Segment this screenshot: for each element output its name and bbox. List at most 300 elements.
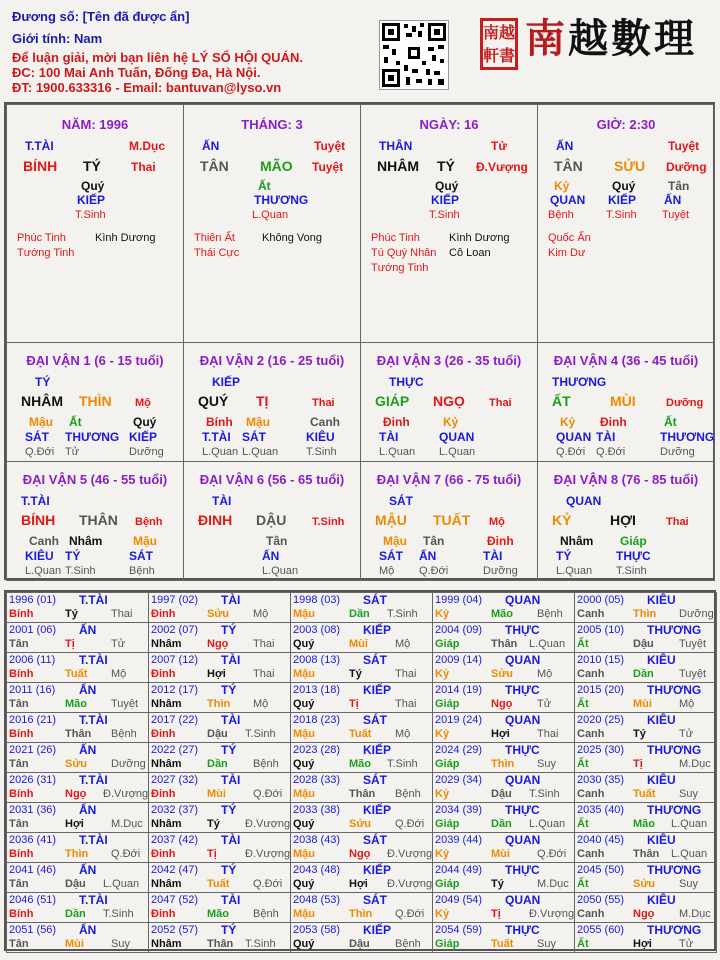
annual-year-cell[interactable] <box>148 802 291 833</box>
annual-year-cell[interactable] <box>574 832 717 863</box>
annual-stage: Thai <box>395 698 417 710</box>
annual-year-cell[interactable] <box>290 892 433 923</box>
annual-branch: Tị <box>207 848 217 860</box>
annual-year-cell[interactable] <box>574 592 717 623</box>
hidden-stem: Quý <box>133 415 157 429</box>
annual-stem: Giáp <box>435 758 460 770</box>
annual-stage: Tử <box>679 728 694 740</box>
annual-year-cell[interactable] <box>432 802 575 833</box>
hidden-stem: Đinh <box>600 415 627 429</box>
hidden-stage: T.Sinh <box>75 209 106 221</box>
annual-year: 2035 (40) <box>577 804 625 816</box>
annual-ten-god: QUAN <box>505 713 541 727</box>
annual-ten-god: ẤN <box>79 623 97 637</box>
hidden-stem: Nhâm <box>69 534 103 548</box>
annual-year-cell[interactable] <box>6 862 149 893</box>
major-stage: Thai <box>666 516 689 528</box>
annual-stage: Tuyệt <box>679 668 707 680</box>
major-period-cell[interactable] <box>537 342 715 462</box>
annual-branch: Ngọ <box>633 908 655 920</box>
annual-branch: Mùi <box>349 638 368 650</box>
annual-ten-god: SÁT <box>363 773 387 787</box>
hidden-stem: Mậu <box>133 534 157 548</box>
annual-year-cell[interactable] <box>290 772 433 803</box>
annual-stage: Bệnh <box>253 758 279 770</box>
annual-branch: Hợi <box>207 668 226 680</box>
annual-branch: Tuất <box>491 938 514 950</box>
annual-year: 2042 (47) <box>151 864 199 876</box>
major-period-cell[interactable] <box>537 461 715 581</box>
hidden-god: TÀI <box>483 549 503 563</box>
annual-stem: Nhâm <box>151 878 182 890</box>
annual-branch: Ngọ <box>491 698 513 710</box>
hidden-god: QUAN <box>556 430 592 444</box>
hidden-god: KIẾP <box>77 193 106 207</box>
annual-ten-god: ẤN <box>79 923 97 937</box>
qr-code-icon[interactable] <box>379 20 449 90</box>
annual-ten-god: THỰC <box>505 683 540 697</box>
pillar-stem-god: THÂN <box>379 139 413 153</box>
annual-year-cell[interactable] <box>432 592 575 623</box>
pillar-earthly-branch: MÃO <box>260 158 293 174</box>
annual-year-cell[interactable] <box>290 712 433 743</box>
major-stem: NHÂM <box>21 393 63 409</box>
annual-branch: Dần <box>633 668 654 680</box>
gender: Giới tính: Nam <box>12 31 103 46</box>
annual-year: 2013 (18) <box>293 684 341 696</box>
annual-year: 2022 (27) <box>151 744 199 756</box>
annual-year-cell[interactable] <box>290 862 433 893</box>
annual-stem: Tân <box>9 878 29 890</box>
annual-year-cell[interactable] <box>148 922 291 953</box>
hidden-stage: T.Sinh <box>429 209 460 221</box>
major-period-cell[interactable] <box>360 342 538 462</box>
annual-stem: Bính <box>9 668 34 680</box>
hidden-god: KIẾP <box>431 193 460 207</box>
annual-year-cell[interactable] <box>148 862 291 893</box>
major-stem: ẤT <box>552 393 571 409</box>
hidden-stage: Q.Đới <box>419 565 449 577</box>
annual-branch: Mão <box>491 608 513 620</box>
annual-year-cell[interactable] <box>290 592 433 623</box>
annual-stage: Mộ <box>111 668 127 680</box>
annual-year-cell[interactable] <box>6 922 149 953</box>
annual-stem: Đinh <box>151 848 176 860</box>
annual-year: 2055 (60) <box>577 924 625 936</box>
annual-stage: Q.Đới <box>395 818 425 830</box>
major-period-cell[interactable] <box>6 342 184 462</box>
hidden-stem: Kỷ <box>554 179 570 193</box>
annual-year-cell[interactable] <box>148 652 291 683</box>
annual-ten-god: ẤN <box>79 863 97 877</box>
annual-year: 1996 (01) <box>9 594 57 606</box>
major-period-cell[interactable] <box>183 342 361 462</box>
annual-year: 2051 (56) <box>9 924 57 936</box>
annual-stem: Kỷ <box>435 728 450 740</box>
annual-stem: Giáp <box>435 698 460 710</box>
annual-ten-god: THỰC <box>505 923 540 937</box>
major-period-title: ĐẠI VẬN 5 (46 - 55 tuổi) <box>22 472 168 487</box>
annual-year-cell[interactable] <box>6 832 149 863</box>
hidden-god: KIẾP <box>129 430 158 444</box>
pillar-heavenly-stem: BÍNH <box>23 158 58 174</box>
pillar-branch-stage: Tuyệt <box>312 160 344 174</box>
annual-stem: Đinh <box>151 668 176 680</box>
pillar-stem-god: T.TÀI <box>25 139 54 153</box>
hidden-stem: Mậu <box>29 415 53 429</box>
major-period-title: ĐẠI VẬN 7 (66 - 75 tuổi) <box>376 472 522 487</box>
annual-year-cell[interactable] <box>6 742 149 773</box>
annual-ten-god: TÝ <box>221 923 237 937</box>
annual-year-cell[interactable] <box>6 802 149 833</box>
annual-stage: L.Quan <box>529 638 566 650</box>
annual-branch: Tý <box>633 728 646 740</box>
annual-stage: Bệnh <box>111 728 137 740</box>
annual-stem: Tân <box>9 638 29 650</box>
annual-year: 2052 (57) <box>151 924 199 936</box>
header <box>0 0 720 100</box>
hidden-god: QUAN <box>550 193 586 207</box>
brand-title: 南越數理 <box>525 15 697 62</box>
major-period-title: ĐẠI VẬN 6 (56 - 65 tuổi) <box>199 472 345 487</box>
hidden-stage: Dưỡng <box>129 446 164 458</box>
annual-stem: Canh <box>577 668 605 680</box>
major-branch: THÌN <box>79 393 112 409</box>
annual-year-cell[interactable] <box>148 742 291 773</box>
annual-year-cell[interactable] <box>6 592 149 623</box>
pillar-branch-stage: Đ.Vượng <box>476 160 528 174</box>
annual-year: 2009 (14) <box>435 654 483 666</box>
annual-stage: L.Quan <box>103 878 140 890</box>
annual-branch: Mùi <box>633 698 652 710</box>
annual-stage: Suy <box>111 938 130 950</box>
annual-ten-god: T.TÀI <box>79 833 108 847</box>
pillar-earthly-branch: SỬU <box>614 158 646 174</box>
annual-year: 2046 (51) <box>9 894 57 906</box>
annual-stage: Mộ <box>395 638 411 650</box>
annual-ten-god: KIẾP <box>363 743 392 757</box>
annual-year-cell[interactable] <box>148 682 291 713</box>
annual-ten-god: TÝ <box>221 743 237 757</box>
annual-branch: Ngọ <box>349 848 371 860</box>
annual-stem: Quý <box>293 818 315 830</box>
annual-year: 2014 (19) <box>435 684 483 696</box>
annual-table <box>4 590 716 951</box>
pillar-stem-god: ẤN <box>202 139 220 153</box>
pillar-cell <box>537 104 715 343</box>
annual-branch: Tý <box>491 878 504 890</box>
hidden-god: ẤN <box>419 549 437 563</box>
annual-year: 2024 (29) <box>435 744 483 756</box>
annual-stage: T.Sinh <box>245 728 276 740</box>
annual-stem: Bính <box>9 788 34 800</box>
annual-year-cell[interactable] <box>290 652 433 683</box>
annual-year-cell[interactable] <box>574 862 717 893</box>
annual-year-cell[interactable] <box>432 652 575 683</box>
hidden-stage: Dưỡng <box>483 565 518 577</box>
annual-stage: Tử <box>111 638 126 650</box>
major-period-cell[interactable] <box>360 461 538 581</box>
annual-ten-god: KIẾP <box>363 803 392 817</box>
annual-stage: Q.Đới <box>537 848 567 860</box>
hidden-god: T.TÀI <box>202 430 231 444</box>
hidden-stage: T.Sinh <box>306 446 337 458</box>
annual-branch: Sửu <box>207 608 230 620</box>
annual-ten-god: SÁT <box>363 653 387 667</box>
annual-branch: Thìn <box>207 698 231 710</box>
annual-branch: Dần <box>207 758 228 770</box>
annual-year-cell[interactable] <box>574 922 717 953</box>
hidden-stem: Đinh <box>383 415 410 429</box>
major-period-cell[interactable] <box>6 461 184 581</box>
annual-ten-god: KIẾP <box>363 683 392 697</box>
annual-year: 2025 (30) <box>577 744 625 756</box>
hidden-stage: L.Quan <box>242 446 279 458</box>
annual-year-cell[interactable] <box>574 712 717 743</box>
annual-year-cell[interactable] <box>148 592 291 623</box>
contact-phone-email: ĐT: 1900.633316 - Email: bantuvan@lyso.vn <box>12 80 282 95</box>
pillar-title: THÁNG: 3 <box>241 117 303 132</box>
major-stage: Mộ <box>489 516 505 528</box>
annual-stage: T.Sinh <box>387 608 418 620</box>
hidden-stage: L.Quan <box>379 446 416 458</box>
annual-year-cell[interactable] <box>574 622 717 653</box>
annual-stem: Giáp <box>435 878 460 890</box>
annual-stage: Đ.Vượng <box>387 848 433 860</box>
pillar-earthly-branch: TÝ <box>83 158 101 174</box>
annual-year-cell[interactable] <box>432 622 575 653</box>
hidden-god: SÁT <box>379 549 403 563</box>
annual-ten-god: SÁT <box>363 893 387 907</box>
annual-year: 2002 (07) <box>151 624 199 636</box>
annual-stage: Thai <box>253 668 275 680</box>
hidden-stem: Kỷ <box>560 415 576 429</box>
annual-year-cell[interactable] <box>432 742 575 773</box>
annual-branch: Thìn <box>491 758 515 770</box>
hidden-stem: Tân <box>423 534 445 548</box>
annual-year-cell[interactable] <box>290 742 433 773</box>
annual-stage: L.Quan <box>529 818 566 830</box>
annual-year-cell[interactable] <box>574 892 717 923</box>
annual-stage: Dưỡng <box>679 608 714 620</box>
annual-stem: Kỷ <box>435 908 450 920</box>
annual-stem: Quý <box>293 878 315 890</box>
annual-year: 2001 (06) <box>9 624 57 636</box>
hidden-stage: L.Quan <box>252 209 289 221</box>
annual-stem: Kỷ <box>435 848 450 860</box>
annual-year: 2012 (17) <box>151 684 199 696</box>
annual-year-cell[interactable] <box>6 682 149 713</box>
annual-branch: Tị <box>349 698 359 710</box>
annual-branch: Mùi <box>65 938 84 950</box>
hidden-god: THỰC <box>616 549 651 563</box>
annual-year-cell[interactable] <box>148 892 291 923</box>
annual-year-cell[interactable] <box>148 622 291 653</box>
annual-stem: Kỷ <box>435 668 450 680</box>
annual-branch: Thìn <box>633 608 657 620</box>
person-name: Đương số: [Tên đã được ẩn] <box>12 9 190 24</box>
annual-year: 2047 (52) <box>151 894 199 906</box>
annual-year: 2043 (48) <box>293 864 341 876</box>
annual-year: 2010 (15) <box>577 654 625 666</box>
hidden-stage: Bệnh <box>129 565 155 577</box>
annual-year-cell[interactable] <box>432 682 575 713</box>
annual-stage: Tử <box>537 698 552 710</box>
major-stem: GIÁP <box>375 393 410 409</box>
annual-ten-god: TÀI <box>221 713 241 727</box>
annual-stage: T.Sinh <box>103 908 134 920</box>
annual-year-cell[interactable] <box>574 742 717 773</box>
annual-stem: Ất <box>577 818 589 830</box>
major-period-title: ĐẠI VẬN 8 (76 - 85 tuổi) <box>553 472 699 487</box>
annual-branch: Tý <box>65 608 78 620</box>
annual-year-cell[interactable] <box>290 832 433 863</box>
hidden-stem: Canh <box>310 415 340 429</box>
annual-ten-god: KIÊU <box>647 593 676 607</box>
annual-stem: Mậu <box>293 908 315 920</box>
hidden-stem: Quý <box>435 179 459 193</box>
annual-stage: Đ.Vượng <box>529 908 575 920</box>
annual-year: 2054 (59) <box>435 924 483 936</box>
annual-stem: Canh <box>577 728 605 740</box>
annual-year: 2000 (05) <box>577 594 625 606</box>
pillar-stage: Tử <box>491 139 508 153</box>
annual-stage: Thai <box>253 638 275 650</box>
annual-year: 2004 (09) <box>435 624 483 636</box>
annual-stage: Bệnh <box>537 608 563 620</box>
annual-year-cell[interactable] <box>432 892 575 923</box>
major-branch: HỢI <box>610 512 636 528</box>
annual-year: 2038 (43) <box>293 834 341 846</box>
pillar-heavenly-stem: TÂN <box>200 158 229 174</box>
annual-year-cell[interactable] <box>148 712 291 743</box>
annual-stem: Mậu <box>293 608 315 620</box>
hidden-stem: Ất <box>69 415 82 429</box>
hidden-stem: Quý <box>612 179 636 193</box>
annual-year-cell[interactable] <box>574 682 717 713</box>
annual-year-cell[interactable] <box>290 802 433 833</box>
annual-year-cell[interactable] <box>6 712 149 743</box>
annual-year: 2034 (39) <box>435 804 483 816</box>
annual-ten-god: TÀI <box>221 833 241 847</box>
annual-stem: Canh <box>577 788 605 800</box>
pillar-title: NĂM: 1996 <box>61 117 129 132</box>
annual-year-cell[interactable] <box>432 712 575 743</box>
annual-year: 2031 (36) <box>9 804 57 816</box>
annual-stem: Nhâm <box>151 818 182 830</box>
annual-branch: Thân <box>207 938 234 950</box>
annual-year-cell[interactable] <box>290 682 433 713</box>
annual-year-cell[interactable] <box>290 922 433 953</box>
annual-ten-god: TÀI <box>221 653 241 667</box>
major-stem-god: TÀI <box>212 494 232 508</box>
annual-year: 2048 (53) <box>293 894 341 906</box>
annual-year-cell[interactable] <box>574 802 717 833</box>
annual-year: 2026 (31) <box>9 774 57 786</box>
annual-stage: Mộ <box>253 608 269 620</box>
annual-branch: Tị <box>491 908 501 920</box>
hidden-stage: L.Quan <box>556 565 593 577</box>
annual-year-cell[interactable] <box>432 772 575 803</box>
annual-year-cell[interactable] <box>432 922 575 953</box>
annual-year-cell[interactable] <box>6 772 149 803</box>
annual-ten-god: TÝ <box>221 803 237 817</box>
annual-year-cell[interactable] <box>6 652 149 683</box>
annual-year: 2030 (35) <box>577 774 625 786</box>
major-period-cell[interactable] <box>183 461 361 581</box>
annual-year: 2027 (32) <box>151 774 199 786</box>
pillar-earthly-branch: TÝ <box>437 158 455 174</box>
major-stage: Mộ <box>135 397 151 409</box>
annual-ten-god: THƯƠNG <box>647 623 702 637</box>
hidden-stem: Canh <box>29 534 59 548</box>
annual-branch: Tị <box>633 758 643 770</box>
hidden-stage: T.Sinh <box>65 565 96 577</box>
annual-stage: Thai <box>537 728 559 740</box>
hidden-god: TÀI <box>596 430 616 444</box>
annual-ten-god: ẤN <box>79 683 97 697</box>
annual-ten-god: TÀI <box>221 893 241 907</box>
annual-stem: Tân <box>9 818 29 830</box>
major-stem-god: T.TÀI <box>21 494 50 508</box>
annual-ten-god: THƯƠNG <box>647 863 702 877</box>
annual-year-cell[interactable] <box>574 772 717 803</box>
pillar-stars-right: Không Vong <box>262 232 322 244</box>
annual-year-cell[interactable] <box>290 622 433 653</box>
annual-ten-god: SÁT <box>363 593 387 607</box>
pillar-stars-left: Thiên Ất Thái Cực <box>194 232 240 259</box>
annual-year: 2015 (20) <box>577 684 625 696</box>
annual-year-cell[interactable] <box>6 622 149 653</box>
pillar-stars-left: Quốc Ấn Kim Dư <box>548 232 591 259</box>
annual-year-cell[interactable] <box>148 772 291 803</box>
annual-branch: Mùi <box>207 788 226 800</box>
annual-stem: Giáp <box>435 638 460 650</box>
pillar-heavenly-stem: TÂN <box>554 158 583 174</box>
major-branch: TỊ <box>256 393 269 409</box>
annual-ten-god: THƯƠNG <box>647 743 702 757</box>
annual-year-cell[interactable] <box>574 652 717 683</box>
annual-ten-god: T.TÀI <box>79 653 108 667</box>
annual-stage: Mộ <box>253 698 269 710</box>
seal-stamp: 南越 軒書 <box>480 18 518 70</box>
annual-year-cell[interactable] <box>148 832 291 863</box>
annual-stem: Tân <box>9 698 29 710</box>
annual-branch: Tuất <box>65 668 88 680</box>
hidden-god: KIÊU <box>306 430 335 444</box>
annual-stem: Ất <box>577 938 589 950</box>
major-branch: TUẤT <box>433 512 471 528</box>
annual-stem: Canh <box>577 908 605 920</box>
annual-year-cell[interactable] <box>6 892 149 923</box>
annual-year-cell[interactable] <box>432 832 575 863</box>
annual-ten-god: THƯƠNG <box>647 683 702 697</box>
pillar-title: GIỜ: 2:30 <box>596 117 656 132</box>
annual-ten-god: THỰC <box>505 623 540 637</box>
annual-year: 2032 (37) <box>151 804 199 816</box>
hidden-stem: Mậu <box>383 534 407 548</box>
annual-year: 2011 (16) <box>9 684 56 696</box>
hidden-stem: Tân <box>668 179 690 193</box>
annual-branch: Mùi <box>491 848 510 860</box>
annual-branch: Thìn <box>349 908 373 920</box>
annual-year-cell[interactable] <box>432 862 575 893</box>
annual-stem: Đinh <box>151 908 176 920</box>
annual-ten-god: KIÊU <box>647 713 676 727</box>
hidden-stage: Dưỡng <box>660 446 695 458</box>
annual-ten-god: THỰC <box>505 743 540 757</box>
pillar-heavenly-stem: NHÂM <box>377 158 419 174</box>
